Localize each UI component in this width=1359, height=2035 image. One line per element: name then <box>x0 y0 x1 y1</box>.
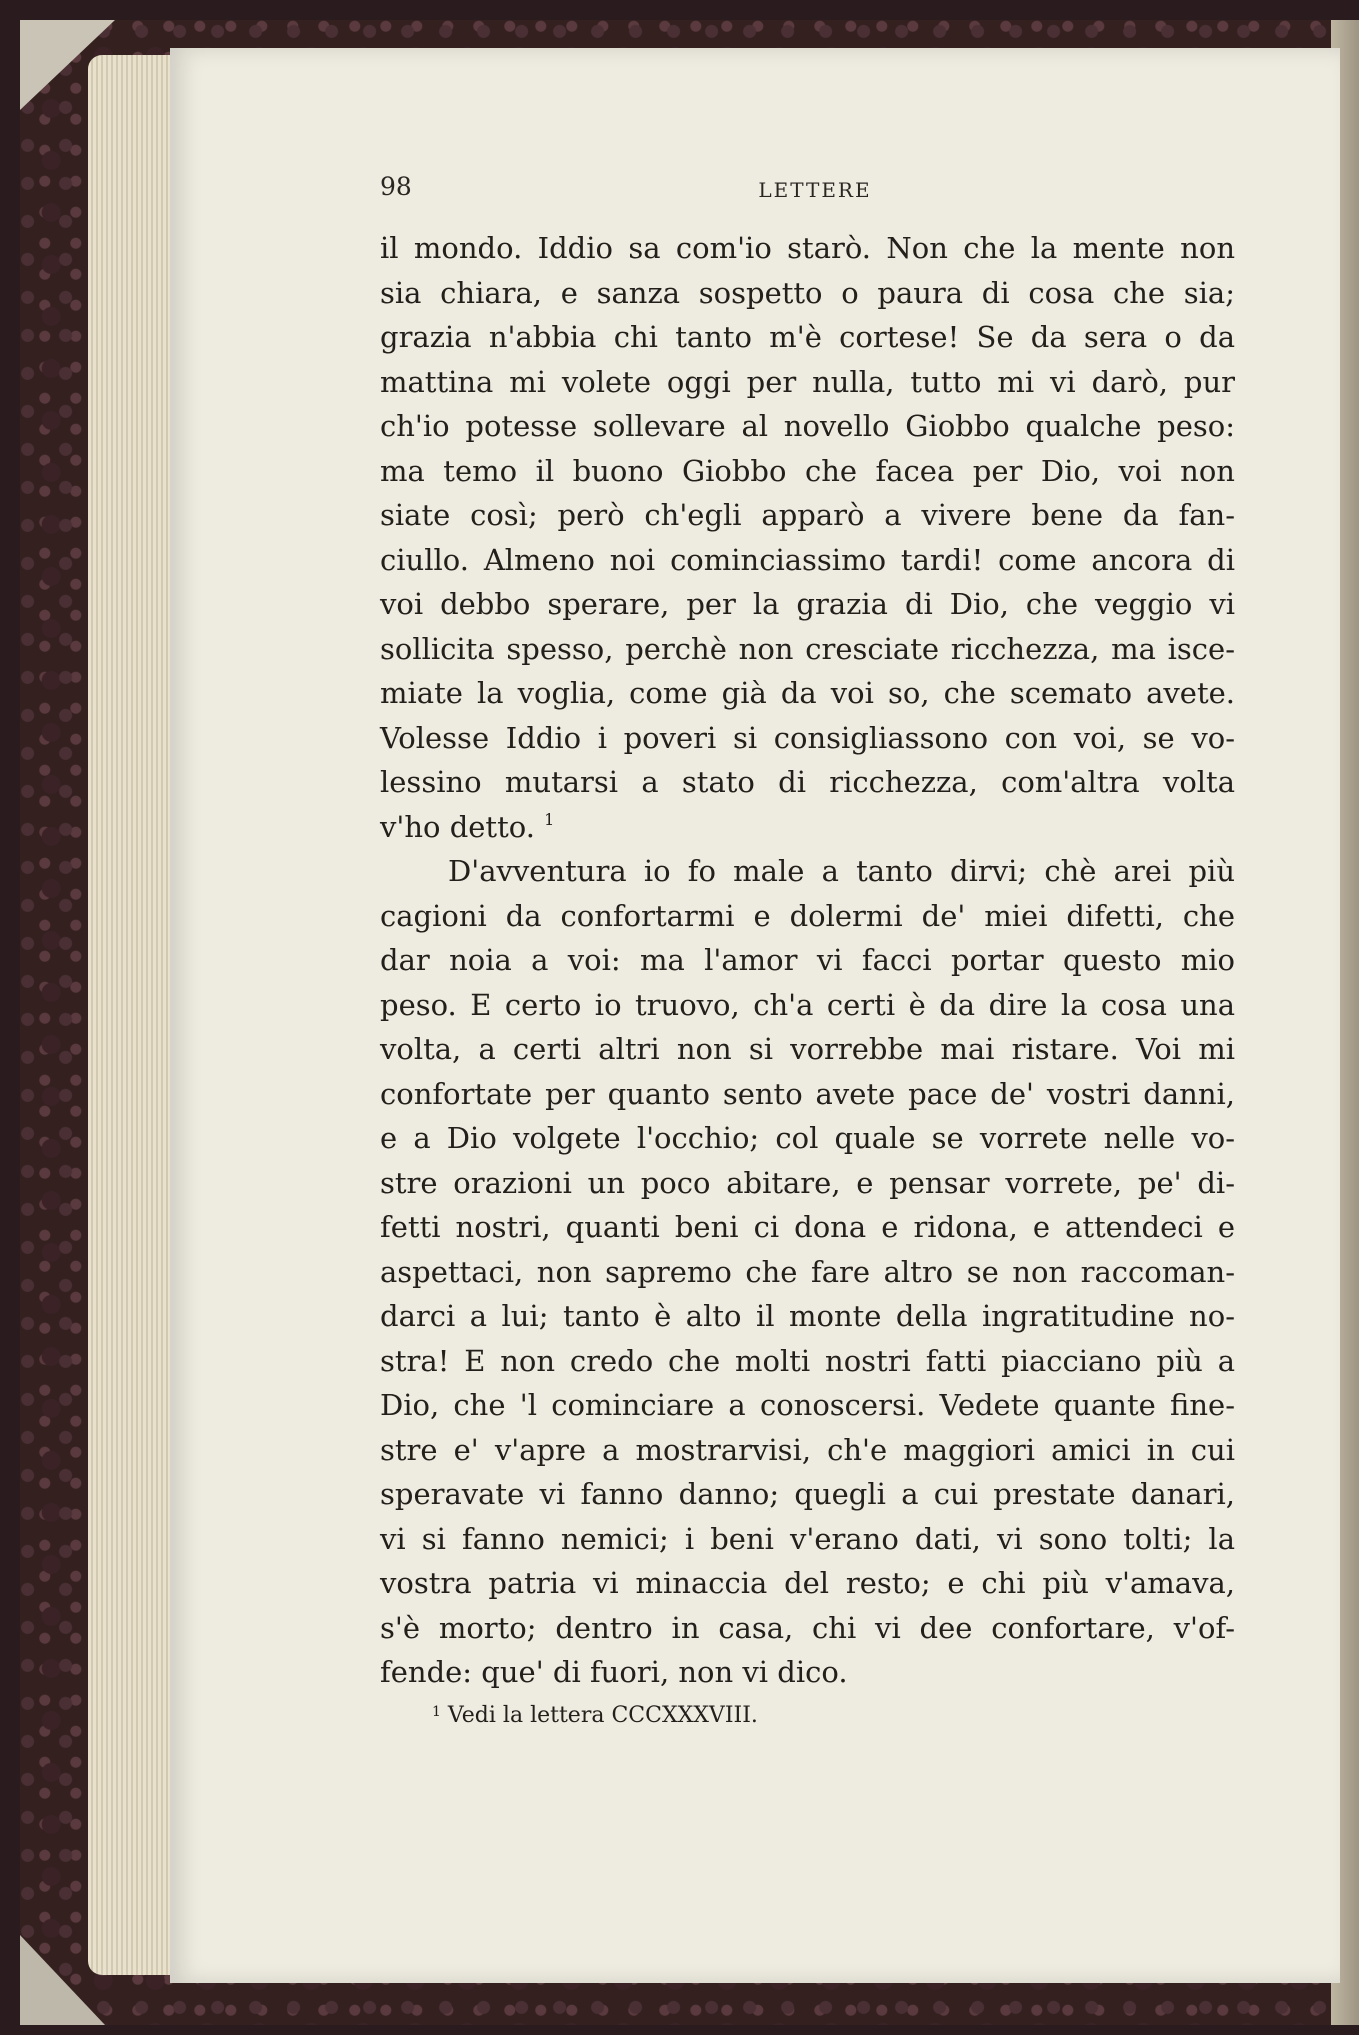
page-stack-edge <box>88 55 183 1975</box>
text-line: s'è morto; dentro in casa, chi vi dee confortare, v'of- <box>380 1610 1235 1645</box>
text-line: D'avventura io fo male a tanto dirvi; chè arei più <box>448 854 1235 888</box>
text-line: dar noia a voi: ma l'amor vi facci portar questo mio <box>380 943 1235 977</box>
text-line-content: v'ho detto. <box>380 809 535 844</box>
text-line: darci a lui; tanto è alto il monte della ingratitudine no- <box>380 1299 1235 1333</box>
paragraph-2 <box>380 849 1235 1695</box>
text-line: stre orazioni un poco abitare, e pensar vorrete, pe' di- <box>380 1165 1235 1200</box>
text-line: Volesse Iddio i poveri si consigliassono con voi, se vo- <box>380 720 1235 755</box>
footnote <box>432 1703 758 1728</box>
text-line: il mondo. Iddio sa com'io starò. Non che la mente non <box>380 231 1235 265</box>
text-line: sollicita spesso, perchè non cresciate ricchezza, ma isce- <box>380 631 1235 666</box>
text-line: speravate vi fanno danno; quegli a cui prestate danari, <box>380 1477 1235 1511</box>
text-line: ma temo il buono Giobbo che facea per Dio, voi non <box>380 453 1235 488</box>
text-line: peso. E certo io truovo, ch'a certi è da dire la cosa una <box>380 987 1235 1022</box>
text-line: volta, a certi altri non si vorrebbe mai ristare. Voi mi <box>380 1032 1235 1066</box>
text-line: fende: que' di fuori, non vi dico. <box>380 1655 848 1689</box>
text-line: miate la voglia, come già da voi so, che scemato avete. <box>380 676 1235 710</box>
paragraph-1 <box>380 226 1235 849</box>
text-line: stre e' v'apre a mostrarvisi, ch'e maggiori amici in cui <box>380 1432 1235 1467</box>
text-line: fetti nostri, quanti beni ci dona e ridona, e attendeci e <box>380 1210 1235 1244</box>
text-line: ciullo. Almeno noi cominciassimo tardi! come ancora di <box>380 542 1235 577</box>
footnote-reference: 1 <box>544 809 555 829</box>
footnote-marker: 1 <box>432 1704 441 1720</box>
text-line-last <box>380 805 1235 850</box>
footnote-text: Vedi la lettera CCCXXXVIII. <box>447 1703 758 1728</box>
text-line: vi si fanno nemici; i beni v'erano dati, vi sono tolti; la <box>380 1521 1235 1556</box>
text-line: e a Dio volgete l'occhio; col quale se vorrete nelle vo- <box>380 1121 1235 1155</box>
text-line: siate così; però ch'egli apparò a vivere bene da fan- <box>380 498 1235 532</box>
text-line: lessino mutarsi a stato di ricchezza, com'altra volta <box>380 765 1235 799</box>
text-line: ch'io potesse sollevare al novello Giobbo qualche peso: <box>380 409 1235 443</box>
text-line: stra! E non credo che molti nostri fatti piacciano più a <box>380 1343 1235 1378</box>
text-line: aspettaci, non sapremo che fare altro se non raccoman- <box>380 1254 1235 1289</box>
running-title: LETTERE <box>758 178 872 202</box>
text-line: sia chiara, e sanza sospetto o paura di cosa che sia; <box>380 275 1235 310</box>
text-line: cagioni da confortarmi e dolermi de' miei difetti, che <box>380 898 1235 933</box>
page-header <box>380 172 1250 212</box>
text-line: vostra patria vi minaccia del resto; e chi più v'amava, <box>380 1566 1235 1600</box>
body-text <box>380 226 1235 1695</box>
text-line: mattina mi volete oggi per nulla, tutto mi vi darò, pur <box>380 364 1235 399</box>
text-line: confortate per quanto sento avete pace de' vostri danni, <box>380 1076 1235 1111</box>
page-number: 98 <box>380 172 412 201</box>
text-line: grazia n'abbia chi tanto m'è cortese! Se da sera o da <box>380 320 1235 354</box>
text-line: voi debbo sperare, per la grazia di Dio, che veggio vi <box>380 587 1235 621</box>
text-line: Dio, che 'l cominciare a conoscersi. Vedete quante fine- <box>380 1388 1235 1422</box>
